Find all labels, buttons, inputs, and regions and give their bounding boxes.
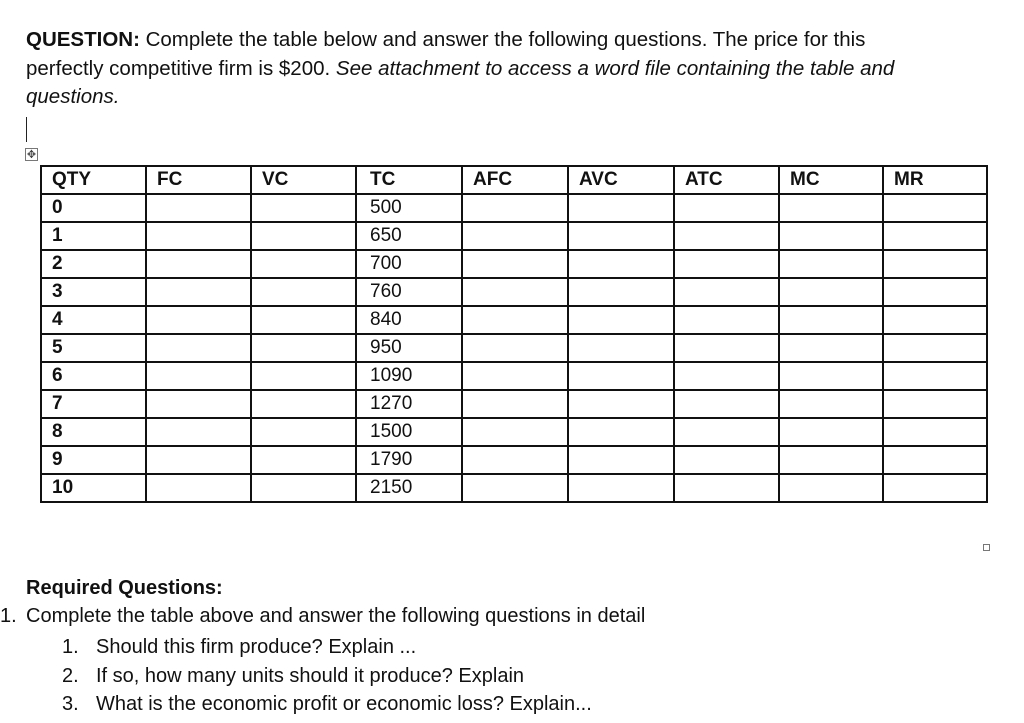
- cell-avc[interactable]: [568, 278, 674, 306]
- cell-atc[interactable]: [674, 306, 779, 334]
- column-header-afc: AFC: [462, 166, 568, 194]
- sub-question-text: Should this firm produce? Explain ...: [96, 636, 417, 658]
- cost-table: [40, 165, 988, 503]
- table-row: [41, 418, 987, 446]
- cell-mr[interactable]: [883, 306, 987, 334]
- cell-atc[interactable]: [674, 194, 779, 222]
- sub-question-text: What is the economic profit or economic loss? Explain...: [96, 693, 592, 715]
- cell-afc[interactable]: [462, 474, 568, 502]
- cell-fc[interactable]: [146, 446, 251, 474]
- sub-question-text: If so, how many units should it produce? Explain: [96, 664, 525, 687]
- cell-avc[interactable]: [568, 194, 674, 222]
- cell-mc[interactable]: [779, 222, 883, 250]
- cell-afc[interactable]: [462, 446, 568, 474]
- cell-atc[interactable]: [674, 362, 779, 390]
- table-row: [41, 474, 987, 502]
- cell-vc[interactable]: [251, 306, 356, 334]
- cell-tc: 1790: [356, 446, 462, 474]
- cell-afc[interactable]: [462, 194, 568, 222]
- cell-mc[interactable]: [779, 334, 883, 362]
- cell-qty: 10: [41, 474, 146, 502]
- cell-avc[interactable]: [568, 418, 674, 446]
- cell-vc[interactable]: [251, 390, 356, 418]
- cell-mr[interactable]: [883, 418, 987, 446]
- sub-question-number: 2.: [62, 664, 79, 687]
- cell-mr[interactable]: [883, 334, 987, 362]
- cell-qty: 0: [41, 194, 146, 222]
- cell-fc[interactable]: [146, 194, 251, 222]
- cell-tc: 650: [356, 222, 462, 250]
- sub-question-number: 1.: [62, 636, 79, 658]
- column-header-avc: AVC: [568, 166, 674, 194]
- cell-afc[interactable]: [462, 250, 568, 278]
- column-header-fc: FC: [146, 166, 251, 194]
- cell-tc: 760: [356, 278, 462, 306]
- cell-fc[interactable]: [146, 306, 251, 334]
- cell-qty: 8: [41, 418, 146, 446]
- cell-atc[interactable]: [674, 334, 779, 362]
- cell-avc[interactable]: [568, 362, 674, 390]
- cell-avc[interactable]: [568, 390, 674, 418]
- question-paragraph: [26, 26, 926, 112]
- cell-vc[interactable]: [251, 446, 356, 474]
- cell-mr[interactable]: [883, 194, 987, 222]
- cell-tc: 2150: [356, 474, 462, 502]
- cell-vc[interactable]: [251, 474, 356, 502]
- column-header-atc: ATC: [674, 166, 779, 194]
- cell-afc[interactable]: [462, 418, 568, 446]
- cell-afc[interactable]: [462, 306, 568, 334]
- header-row: [41, 166, 987, 194]
- cell-fc[interactable]: [146, 390, 251, 418]
- cell-fc[interactable]: [146, 418, 251, 446]
- table-row: [41, 222, 987, 250]
- cell-fc[interactable]: [146, 474, 251, 502]
- cell-atc[interactable]: [674, 222, 779, 250]
- table-row: [41, 362, 987, 390]
- cell-mr[interactable]: [883, 474, 987, 502]
- cell-mr[interactable]: [883, 362, 987, 390]
- cell-atc[interactable]: [674, 390, 779, 418]
- cell-fc[interactable]: [146, 362, 251, 390]
- cell-qty: 2: [41, 250, 146, 278]
- column-header-vc: VC: [251, 166, 356, 194]
- cell-vc[interactable]: [251, 222, 356, 250]
- cell-fc[interactable]: [146, 222, 251, 250]
- cell-qty: 4: [41, 306, 146, 334]
- sub-question-number: 3.: [62, 693, 79, 715]
- cell-mc[interactable]: [779, 194, 883, 222]
- cell-atc[interactable]: [674, 418, 779, 446]
- cell-qty: 3: [41, 278, 146, 306]
- sub-question-item: [62, 633, 592, 662]
- cell-tc: 1270: [356, 390, 462, 418]
- cell-mr[interactable]: [883, 250, 987, 278]
- cell-afc[interactable]: [462, 334, 568, 362]
- required-main-item: [0, 605, 645, 628]
- cell-tc: 840: [356, 306, 462, 334]
- cell-mc[interactable]: [779, 446, 883, 474]
- column-header-mc: MC: [779, 166, 883, 194]
- table-resize-handle[interactable]: [983, 544, 990, 551]
- cell-vc[interactable]: [251, 334, 356, 362]
- cell-qty: 6: [41, 362, 146, 390]
- cell-afc[interactable]: [462, 362, 568, 390]
- cell-qty: 5: [41, 334, 146, 362]
- table-row: [41, 390, 987, 418]
- main-item-marker: 1.: [0, 605, 17, 627]
- cell-qty: 7: [41, 390, 146, 418]
- cell-mr[interactable]: [883, 222, 987, 250]
- cell-fc[interactable]: [146, 278, 251, 306]
- cell-mc[interactable]: [779, 474, 883, 502]
- table-move-handle-icon[interactable]: ✥: [26, 148, 37, 161]
- cell-afc[interactable]: [462, 222, 568, 250]
- cell-afc[interactable]: [462, 390, 568, 418]
- cell-vc[interactable]: [251, 250, 356, 278]
- cell-afc[interactable]: [462, 278, 568, 306]
- cell-vc[interactable]: [251, 362, 356, 390]
- table-row: [41, 306, 987, 334]
- table-row: [41, 446, 987, 474]
- cell-avc[interactable]: [568, 446, 674, 474]
- cell-tc: 500: [356, 194, 462, 222]
- cell-avc[interactable]: [568, 306, 674, 334]
- cell-avc[interactable]: [568, 334, 674, 362]
- cell-atc[interactable]: [674, 250, 779, 278]
- cell-vc[interactable]: [251, 418, 356, 446]
- cell-fc[interactable]: [146, 250, 251, 278]
- cell-tc: 700: [356, 250, 462, 278]
- sub-question-item: [62, 690, 592, 719]
- cell-qty: 1: [41, 222, 146, 250]
- cell-avc[interactable]: [568, 474, 674, 502]
- cell-vc[interactable]: [251, 194, 356, 222]
- cell-mr[interactable]: [883, 446, 987, 474]
- cell-mr[interactable]: [883, 278, 987, 306]
- main-item-text: Complete the table above and answer the following questions in detail: [26, 605, 646, 627]
- cell-tc: 950: [356, 334, 462, 362]
- cell-fc[interactable]: [146, 334, 251, 362]
- table-row: [41, 334, 987, 362]
- cell-tc: 1500: [356, 418, 462, 446]
- table-row: [41, 250, 987, 278]
- cell-atc[interactable]: [674, 474, 779, 502]
- cell-mc[interactable]: [779, 278, 883, 306]
- cell-avc[interactable]: [568, 250, 674, 278]
- cell-mc[interactable]: [779, 306, 883, 334]
- cell-mc[interactable]: [779, 390, 883, 418]
- question-text: Complete the table below and answer the following questions. The price for this perfectly competitive firm is $200.: [26, 28, 866, 80]
- column-header-tc: TC: [356, 166, 462, 194]
- column-header-mr: MR: [883, 166, 987, 194]
- table-body: [41, 194, 987, 502]
- question-label: QUESTION:: [26, 28, 140, 51]
- cell-tc: 1090: [356, 362, 462, 390]
- table-row: [41, 278, 987, 306]
- sub-question-list: [62, 633, 592, 719]
- cell-mc[interactable]: [779, 418, 883, 446]
- column-header-qty: QTY: [41, 166, 146, 194]
- cell-qty: 9: [41, 446, 146, 474]
- table-row: [41, 194, 987, 222]
- cell-avc[interactable]: [568, 222, 674, 250]
- required-heading: Required Questions:: [26, 577, 223, 599]
- cell-mr[interactable]: [883, 390, 987, 418]
- cell-mc[interactable]: [779, 362, 883, 390]
- cell-vc[interactable]: [251, 278, 356, 306]
- sub-question-item: [62, 662, 592, 691]
- question-attachment-note: See attachment to access a word file containing the table and questions.: [26, 56, 895, 108]
- cell-atc[interactable]: [674, 278, 779, 306]
- cell-mc[interactable]: [779, 250, 883, 278]
- cell-atc[interactable]: [674, 446, 779, 474]
- text-cursor: [26, 117, 27, 142]
